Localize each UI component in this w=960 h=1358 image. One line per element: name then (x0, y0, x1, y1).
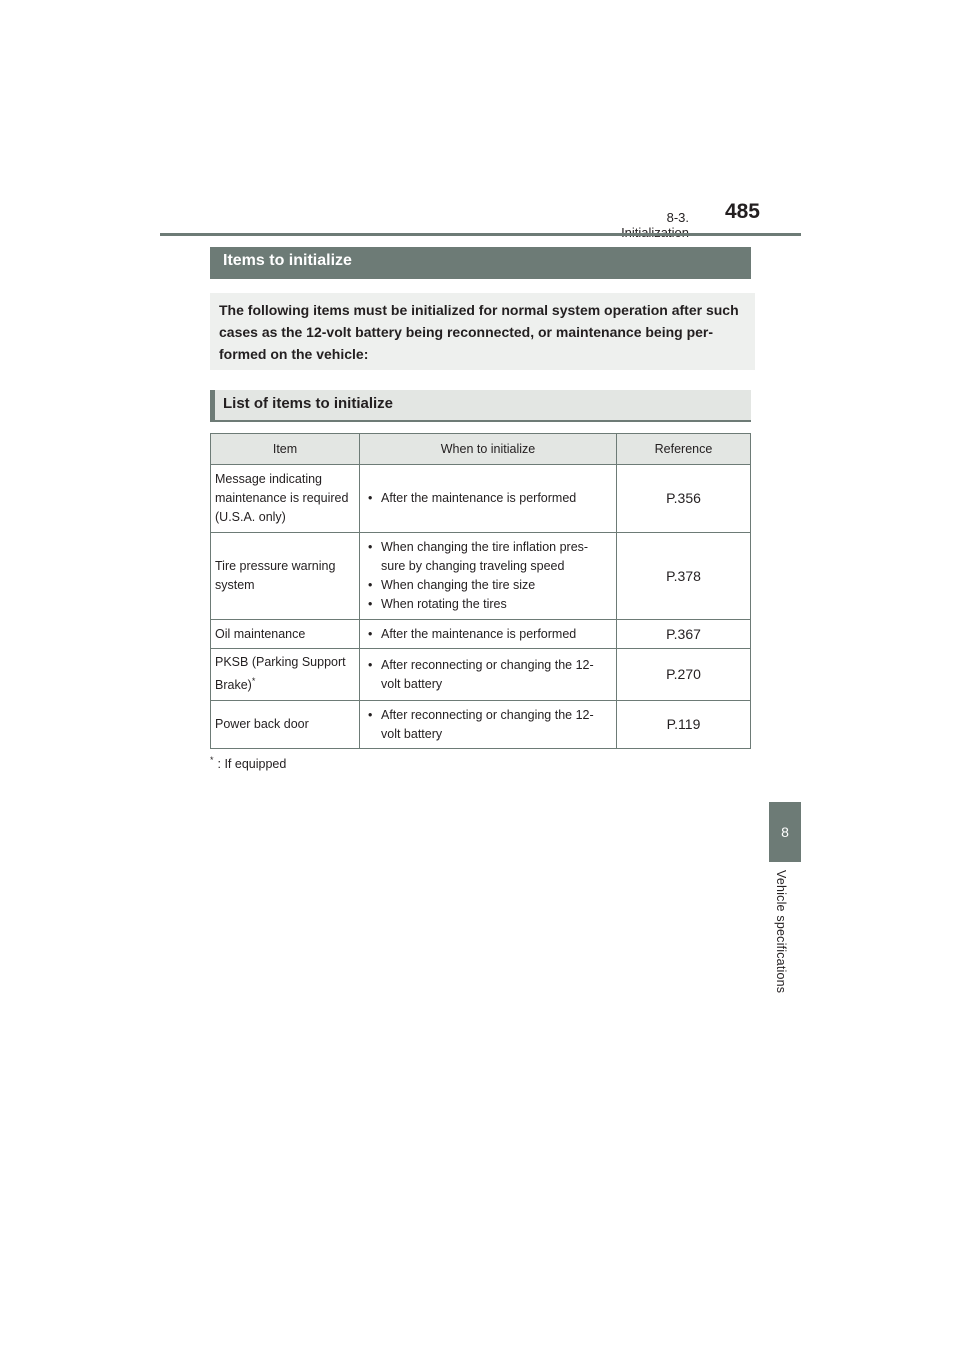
column-header-when: When to initialize (360, 434, 617, 465)
item-cell: Message indicating maintenance is required (U.S.A. only) (211, 465, 360, 533)
when-cell (360, 533, 617, 620)
chapter-number: 8 (781, 824, 789, 840)
footnote-text: : If equipped (217, 757, 287, 772)
when-cell (360, 701, 617, 749)
table-row (211, 465, 751, 533)
section-title-header: 8-3. (666, 210, 689, 225)
reference-cell: P.378 (617, 533, 751, 620)
intro-paragraph (210, 293, 755, 370)
header-divider (160, 233, 801, 236)
column-header-item: Item (211, 434, 360, 465)
reference-cell: P.270 (617, 649, 751, 701)
when-bullet: • When changing the tire size (368, 576, 612, 595)
footnote-mark: * (251, 676, 256, 687)
footnote (210, 755, 286, 771)
table-row (211, 533, 751, 620)
page-number: 485 (724, 200, 760, 223)
when-bullet: • After reconnecting or changing the 12-volt battery (368, 656, 612, 694)
chapter-tab (769, 802, 801, 862)
when-bullet: • After the maintenance is performed (368, 489, 612, 508)
table-row (211, 701, 751, 749)
initialization-table (210, 433, 751, 749)
item-cell (211, 649, 360, 701)
when-cell (360, 649, 617, 701)
footnote-symbol: * (210, 755, 214, 765)
when-bullet: • When changing the tire inflation pres-sure by changing traveling speed (368, 538, 612, 576)
when-bullet: • After the maintenance is performed (368, 625, 612, 644)
reference-cell: P.119 (617, 701, 751, 749)
intro-text: The following items must be initialized for normal system operation after such cases as the 12-volt battery being reconnected, or maintenance being per-formed on the vehicle: (219, 302, 739, 362)
item-cell: Tire pressure warning system (211, 533, 360, 620)
list-heading: List of items to initialize (210, 390, 751, 422)
when-bullet: • After reconnecting or changing the 12-volt battery (368, 706, 612, 744)
item-text: PKSB (Parking Support Brake) (215, 655, 346, 693)
when-cell (360, 620, 617, 649)
when-cell (360, 465, 617, 533)
reference-cell: P.356 (617, 465, 751, 533)
column-header-reference: Reference (617, 434, 751, 465)
table-header-row (211, 434, 751, 465)
table-row (211, 620, 751, 649)
chapter-title: Vehicle specifications (774, 870, 788, 994)
reference-cell: P.367 (617, 620, 751, 649)
section-banner: Items to initialize (210, 247, 751, 279)
item-cell: Power back door (211, 701, 360, 749)
item-cell: Oil maintenance (211, 620, 360, 649)
when-bullet: • When rotating the tires (368, 595, 612, 614)
table-row (211, 649, 751, 701)
